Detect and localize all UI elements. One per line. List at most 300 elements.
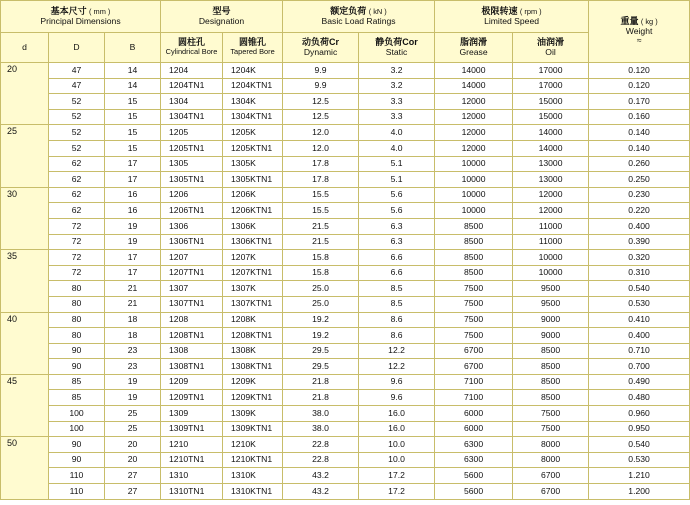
weight-cell: 0.140 (589, 140, 690, 156)
tapered-bore-designation-cell: 1310K (223, 468, 283, 484)
cylindrical-bore-designation-cell: 1305 (161, 156, 223, 172)
outer-diameter-cell: 110 (49, 484, 105, 500)
outer-diameter-cell: 47 (49, 63, 105, 79)
dynamic-load-cell: 22.8 (283, 452, 359, 468)
cylindrical-bore-designation-cell: 1207TN1 (161, 265, 223, 281)
width-cell: 18 (105, 312, 161, 328)
dynamic-load-cell: 25.0 (283, 281, 359, 297)
table-row (1, 265, 690, 281)
weight-cell: 0.410 (589, 312, 690, 328)
cylindrical-bore-designation-cell: 1308 (161, 343, 223, 359)
load-ratings-header: 额定负荷 ( kN ) Basic Load Ratings (283, 1, 435, 33)
grease-speed-cell: 12000 (435, 94, 513, 110)
weight-cell: 0.950 (589, 421, 690, 437)
tapered-bore-designation-cell: 1207KTN1 (223, 265, 283, 281)
cylindrical-bore-designation-cell: 1204TN1 (161, 78, 223, 94)
table-row (1, 125, 690, 141)
bore-diameter-cell: 40 (1, 312, 49, 374)
table-row (1, 452, 690, 468)
tapered-bore-designation-cell: 1210K (223, 437, 283, 453)
table-row (1, 109, 690, 125)
width-cell: 21 (105, 281, 161, 297)
grease-speed-cell: 8500 (435, 234, 513, 250)
weight-cell: 0.480 (589, 390, 690, 406)
dynamic-load-cell: 12.0 (283, 140, 359, 156)
static-load-cell: 6.6 (359, 265, 435, 281)
limited-speed-header: 极限转速 ( rpm ) Limited Speed (435, 1, 589, 33)
grease-speed-cell: 12000 (435, 109, 513, 125)
dynamic-load-cell: 29.5 (283, 343, 359, 359)
tapered-bore-designation-cell: 1209K (223, 374, 283, 390)
weight-cell: 1.200 (589, 484, 690, 500)
designation-header: 型号 Designation (161, 1, 283, 33)
static-load-cell: 6.3 (359, 218, 435, 234)
table-row (1, 234, 690, 250)
width-cell: 16 (105, 187, 161, 203)
static-load-cell: 6.3 (359, 234, 435, 250)
dynamic-load-header: 动负荷Cr Dynamic (283, 33, 359, 63)
cylindrical-bore-designation-cell: 1304TN1 (161, 109, 223, 125)
oil-speed-cell: 15000 (513, 109, 589, 125)
static-load-cell: 8.5 (359, 281, 435, 297)
width-cell: 15 (105, 125, 161, 141)
dynamic-load-cell: 17.8 (283, 156, 359, 172)
table-row (1, 437, 690, 453)
oil-speed-cell: 11000 (513, 218, 589, 234)
table-row (1, 218, 690, 234)
table-row (1, 421, 690, 437)
width-cell: 16 (105, 203, 161, 219)
static-load-cell: 5.1 (359, 172, 435, 188)
width-cell: 25 (105, 406, 161, 422)
width-cell: 23 (105, 359, 161, 375)
width-cell: 17 (105, 265, 161, 281)
tapered-bore-designation-cell: 1205KTN1 (223, 140, 283, 156)
cylindrical-bore-designation-cell: 1208TN1 (161, 328, 223, 344)
cylindrical-bore-designation-cell: 1307 (161, 281, 223, 297)
tapered-bore-designation-cell: 1305KTN1 (223, 172, 283, 188)
grease-speed-cell: 6000 (435, 421, 513, 437)
grease-speed-cell: 6300 (435, 452, 513, 468)
tapered-bore-designation-cell: 1309KTN1 (223, 421, 283, 437)
static-load-cell: 4.0 (359, 140, 435, 156)
oil-speed-cell: 9000 (513, 328, 589, 344)
cylindrical-bore-designation-cell: 1210TN1 (161, 452, 223, 468)
tapered-bore-designation-cell: 1204K (223, 63, 283, 79)
cylindrical-bore-designation-cell: 1304 (161, 94, 223, 110)
grease-speed-cell: 10000 (435, 203, 513, 219)
dynamic-load-cell: 15.8 (283, 250, 359, 266)
outer-diameter-cell: 100 (49, 406, 105, 422)
table-row (1, 156, 690, 172)
grease-speed-cell: 10000 (435, 187, 513, 203)
grease-speed-cell: 6700 (435, 359, 513, 375)
grease-speed-cell: 12000 (435, 140, 513, 156)
dynamic-load-cell: 43.2 (283, 484, 359, 500)
grease-speed-cell: 5600 (435, 484, 513, 500)
outer-diameter-cell: 62 (49, 156, 105, 172)
oil-speed-cell: 8500 (513, 390, 589, 406)
grease-speed-cell: 8500 (435, 218, 513, 234)
table-row (1, 374, 690, 390)
dynamic-load-cell: 25.0 (283, 296, 359, 312)
oil-speed-cell: 14000 (513, 125, 589, 141)
tapered-bore-designation-cell: 1304K (223, 94, 283, 110)
dynamic-load-cell: 21.5 (283, 218, 359, 234)
weight-cell: 0.700 (589, 359, 690, 375)
weight-cell: 0.250 (589, 172, 690, 188)
width-cell: 15 (105, 140, 161, 156)
grease-speed-cell: 6000 (435, 406, 513, 422)
static-load-cell: 8.6 (359, 328, 435, 344)
dynamic-load-cell: 12.5 (283, 94, 359, 110)
cylindrical-bore-designation-cell: 1207 (161, 250, 223, 266)
cylindrical-bore-designation-cell: 1206 (161, 187, 223, 203)
weight-cell: 0.310 (589, 265, 690, 281)
tapered-bore-designation-cell: 1210KTN1 (223, 452, 283, 468)
weight-cell: 0.170 (589, 94, 690, 110)
cylindrical-bore-designation-cell: 1308TN1 (161, 359, 223, 375)
oil-speed-cell: 13000 (513, 172, 589, 188)
oil-speed-cell: 7500 (513, 406, 589, 422)
static-load-cell: 12.2 (359, 359, 435, 375)
width-cell: 14 (105, 78, 161, 94)
outer-diameter-cell: 62 (49, 187, 105, 203)
oil-speed-header: 油润滑 Oil (513, 33, 589, 63)
weight-cell: 0.710 (589, 343, 690, 359)
col-d-header: d (1, 33, 49, 63)
outer-diameter-cell: 52 (49, 140, 105, 156)
width-cell: 20 (105, 452, 161, 468)
weight-cell: 0.540 (589, 281, 690, 297)
dynamic-load-cell: 19.2 (283, 328, 359, 344)
weight-cell: 0.530 (589, 452, 690, 468)
grease-speed-cell: 14000 (435, 78, 513, 94)
width-cell: 27 (105, 484, 161, 500)
oil-speed-cell: 10000 (513, 250, 589, 266)
static-load-cell: 5.1 (359, 156, 435, 172)
grease-speed-header: 脂润滑 Grease (435, 33, 513, 63)
grease-speed-cell: 7100 (435, 374, 513, 390)
table-row (1, 172, 690, 188)
static-load-cell: 8.6 (359, 312, 435, 328)
grease-speed-cell: 8500 (435, 265, 513, 281)
cylindrical-bore-designation-cell: 1307TN1 (161, 296, 223, 312)
outer-diameter-cell: 62 (49, 172, 105, 188)
outer-diameter-cell: 80 (49, 312, 105, 328)
weight-cell: 0.230 (589, 187, 690, 203)
outer-diameter-cell: 72 (49, 250, 105, 266)
oil-speed-cell: 8000 (513, 437, 589, 453)
dynamic-load-cell: 43.2 (283, 468, 359, 484)
outer-diameter-cell: 110 (49, 468, 105, 484)
grease-speed-cell: 8500 (435, 250, 513, 266)
tapered-bore-designation-cell: 1204KTN1 (223, 78, 283, 94)
oil-speed-cell: 8500 (513, 343, 589, 359)
width-cell: 19 (105, 218, 161, 234)
width-cell: 19 (105, 234, 161, 250)
width-cell: 21 (105, 296, 161, 312)
weight-cell: 0.390 (589, 234, 690, 250)
col-B-header: B (105, 33, 161, 63)
table-row (1, 203, 690, 219)
outer-diameter-cell: 90 (49, 359, 105, 375)
oil-speed-cell: 14000 (513, 140, 589, 156)
width-cell: 19 (105, 374, 161, 390)
dynamic-load-cell: 9.9 (283, 63, 359, 79)
static-load-cell: 17.2 (359, 484, 435, 500)
outer-diameter-cell: 100 (49, 421, 105, 437)
dynamic-load-cell: 38.0 (283, 421, 359, 437)
oil-speed-cell: 8000 (513, 452, 589, 468)
outer-diameter-cell: 72 (49, 234, 105, 250)
static-load-cell: 10.0 (359, 437, 435, 453)
outer-diameter-cell: 52 (49, 94, 105, 110)
width-cell: 17 (105, 250, 161, 266)
outer-diameter-cell: 90 (49, 343, 105, 359)
weight-cell: 0.540 (589, 437, 690, 453)
tapered-bore-designation-cell: 1306KTN1 (223, 234, 283, 250)
tapered-bore-designation-cell: 1206KTN1 (223, 203, 283, 219)
static-load-cell: 16.0 (359, 406, 435, 422)
table-row (1, 63, 690, 79)
bore-diameter-cell: 20 (1, 63, 49, 125)
weight-cell: 0.160 (589, 109, 690, 125)
dynamic-load-cell: 12.5 (283, 109, 359, 125)
width-cell: 25 (105, 421, 161, 437)
grease-speed-cell: 7100 (435, 390, 513, 406)
static-load-cell: 3.3 (359, 109, 435, 125)
static-load-cell: 16.0 (359, 421, 435, 437)
cylindrical-bore-designation-cell: 1209 (161, 374, 223, 390)
tapered-bore-designation-cell: 1207K (223, 250, 283, 266)
outer-diameter-cell: 72 (49, 265, 105, 281)
static-load-header: 静负荷Cor Static (359, 33, 435, 63)
cylindrical-bore-designation-cell: 1210 (161, 437, 223, 453)
table-row (1, 343, 690, 359)
grease-speed-cell: 10000 (435, 172, 513, 188)
outer-diameter-cell: 72 (49, 218, 105, 234)
table-row (1, 359, 690, 375)
table-row (1, 296, 690, 312)
width-cell: 27 (105, 468, 161, 484)
cylindrical-bore-designation-cell: 1306 (161, 218, 223, 234)
table-row (1, 281, 690, 297)
table-row (1, 312, 690, 328)
outer-diameter-cell: 80 (49, 328, 105, 344)
width-cell: 17 (105, 172, 161, 188)
tapered-bore-designation-cell: 1307KTN1 (223, 296, 283, 312)
oil-speed-cell: 15000 (513, 94, 589, 110)
dynamic-load-cell: 15.5 (283, 203, 359, 219)
bore-diameter-cell: 35 (1, 250, 49, 312)
outer-diameter-cell: 52 (49, 125, 105, 141)
cylindrical-bore-designation-cell: 1309TN1 (161, 421, 223, 437)
dynamic-load-cell: 22.8 (283, 437, 359, 453)
weight-cell: 0.260 (589, 156, 690, 172)
outer-diameter-cell: 90 (49, 452, 105, 468)
outer-diameter-cell: 85 (49, 374, 105, 390)
cylindrical-bore-header: 圆柱孔 Cylindrical Bore (161, 33, 223, 63)
tapered-bore-header: 圆锥孔 Tapered Bore (223, 33, 283, 63)
grease-speed-cell: 12000 (435, 125, 513, 141)
tapered-bore-designation-cell: 1305K (223, 156, 283, 172)
oil-speed-cell: 12000 (513, 203, 589, 219)
static-load-cell: 6.6 (359, 250, 435, 266)
bore-diameter-cell: 30 (1, 187, 49, 249)
weight-cell: 0.960 (589, 406, 690, 422)
grease-speed-cell: 5600 (435, 468, 513, 484)
oil-speed-cell: 10000 (513, 265, 589, 281)
weight-cell: 0.120 (589, 78, 690, 94)
tapered-bore-designation-cell: 1308KTN1 (223, 359, 283, 375)
width-cell: 23 (105, 343, 161, 359)
cylindrical-bore-designation-cell: 1204 (161, 63, 223, 79)
tapered-bore-designation-cell: 1309K (223, 406, 283, 422)
table-row (1, 406, 690, 422)
tapered-bore-designation-cell: 1304KTN1 (223, 109, 283, 125)
tapered-bore-designation-cell: 1307K (223, 281, 283, 297)
table-row (1, 484, 690, 500)
tapered-bore-designation-cell: 1310KTN1 (223, 484, 283, 500)
bore-diameter-cell: 25 (1, 125, 49, 187)
oil-speed-cell: 6700 (513, 484, 589, 500)
oil-speed-cell: 9500 (513, 281, 589, 297)
dynamic-load-cell: 9.9 (283, 78, 359, 94)
weight-cell: 0.530 (589, 296, 690, 312)
oil-speed-cell: 12000 (513, 187, 589, 203)
cylindrical-bore-designation-cell: 1310TN1 (161, 484, 223, 500)
grease-speed-cell: 7500 (435, 312, 513, 328)
weight-cell: 0.120 (589, 63, 690, 79)
cylindrical-bore-designation-cell: 1205TN1 (161, 140, 223, 156)
table-row (1, 187, 690, 203)
static-load-cell: 5.6 (359, 203, 435, 219)
static-load-cell: 12.2 (359, 343, 435, 359)
oil-speed-cell: 8500 (513, 359, 589, 375)
dynamic-load-cell: 29.5 (283, 359, 359, 375)
dynamic-load-cell: 19.2 (283, 312, 359, 328)
static-load-cell: 10.0 (359, 452, 435, 468)
static-load-cell: 17.2 (359, 468, 435, 484)
cylindrical-bore-designation-cell: 1206TN1 (161, 203, 223, 219)
static-load-cell: 3.2 (359, 63, 435, 79)
tapered-bore-designation-cell: 1208KTN1 (223, 328, 283, 344)
grease-speed-cell: 7500 (435, 328, 513, 344)
table-row (1, 78, 690, 94)
outer-diameter-cell: 52 (49, 109, 105, 125)
bore-diameter-cell: 50 (1, 437, 49, 499)
oil-speed-cell: 17000 (513, 63, 589, 79)
oil-speed-cell: 7500 (513, 421, 589, 437)
dynamic-load-cell: 38.0 (283, 406, 359, 422)
cylindrical-bore-designation-cell: 1208 (161, 312, 223, 328)
grease-speed-cell: 14000 (435, 63, 513, 79)
bore-diameter-cell: 45 (1, 374, 49, 436)
cylindrical-bore-designation-cell: 1209TN1 (161, 390, 223, 406)
oil-speed-cell: 9500 (513, 296, 589, 312)
tapered-bore-designation-cell: 1208K (223, 312, 283, 328)
oil-speed-cell: 11000 (513, 234, 589, 250)
cylindrical-bore-designation-cell: 1309 (161, 406, 223, 422)
principal-dimensions-header: 基本尺寸 ( mm ) Principal Dimensions (1, 1, 161, 33)
weight-cell: 0.140 (589, 125, 690, 141)
dynamic-load-cell: 17.8 (283, 172, 359, 188)
tapered-bore-designation-cell: 1308K (223, 343, 283, 359)
width-cell: 15 (105, 94, 161, 110)
width-cell: 15 (105, 109, 161, 125)
table-row (1, 94, 690, 110)
oil-speed-cell: 8500 (513, 374, 589, 390)
width-cell: 20 (105, 437, 161, 453)
dynamic-load-cell: 21.5 (283, 234, 359, 250)
weight-cell: 1.210 (589, 468, 690, 484)
grease-speed-cell: 10000 (435, 156, 513, 172)
table-row (1, 390, 690, 406)
table-row (1, 250, 690, 266)
grease-speed-cell: 7500 (435, 296, 513, 312)
tapered-bore-designation-cell: 1206K (223, 187, 283, 203)
grease-speed-cell: 6300 (435, 437, 513, 453)
dynamic-load-cell: 15.8 (283, 265, 359, 281)
cylindrical-bore-designation-cell: 1205 (161, 125, 223, 141)
oil-speed-cell: 6700 (513, 468, 589, 484)
table-row (1, 140, 690, 156)
weight-cell: 0.320 (589, 250, 690, 266)
outer-diameter-cell: 85 (49, 390, 105, 406)
dynamic-load-cell: 21.8 (283, 374, 359, 390)
dynamic-load-cell: 15.5 (283, 187, 359, 203)
table-body (1, 63, 690, 500)
weight-cell: 0.400 (589, 218, 690, 234)
oil-speed-cell: 13000 (513, 156, 589, 172)
tapered-bore-designation-cell: 1306K (223, 218, 283, 234)
weight-cell: 0.490 (589, 374, 690, 390)
weight-header: 重量 ( kg ) Weight ≈ (589, 1, 690, 63)
outer-diameter-cell: 80 (49, 281, 105, 297)
cylindrical-bore-designation-cell: 1306TN1 (161, 234, 223, 250)
col-D-header: D (49, 33, 105, 63)
weight-cell: 0.220 (589, 203, 690, 219)
tapered-bore-designation-cell: 1209KTN1 (223, 390, 283, 406)
outer-diameter-cell: 62 (49, 203, 105, 219)
static-load-cell: 3.2 (359, 78, 435, 94)
outer-diameter-cell: 80 (49, 296, 105, 312)
static-load-cell: 8.5 (359, 296, 435, 312)
static-load-cell: 9.6 (359, 374, 435, 390)
static-load-cell: 5.6 (359, 187, 435, 203)
dynamic-load-cell: 12.0 (283, 125, 359, 141)
outer-diameter-cell: 90 (49, 437, 105, 453)
cylindrical-bore-designation-cell: 1310 (161, 468, 223, 484)
oil-speed-cell: 9000 (513, 312, 589, 328)
weight-cell: 0.400 (589, 328, 690, 344)
cylindrical-bore-designation-cell: 1305TN1 (161, 172, 223, 188)
tapered-bore-designation-cell: 1205K (223, 125, 283, 141)
grease-speed-cell: 6700 (435, 343, 513, 359)
width-cell: 17 (105, 156, 161, 172)
static-load-cell: 3.3 (359, 94, 435, 110)
grease-speed-cell: 7500 (435, 281, 513, 297)
outer-diameter-cell: 47 (49, 78, 105, 94)
dynamic-load-cell: 21.8 (283, 390, 359, 406)
table-row (1, 468, 690, 484)
oil-speed-cell: 17000 (513, 78, 589, 94)
width-cell: 14 (105, 63, 161, 79)
static-load-cell: 4.0 (359, 125, 435, 141)
static-load-cell: 9.6 (359, 390, 435, 406)
width-cell: 19 (105, 390, 161, 406)
